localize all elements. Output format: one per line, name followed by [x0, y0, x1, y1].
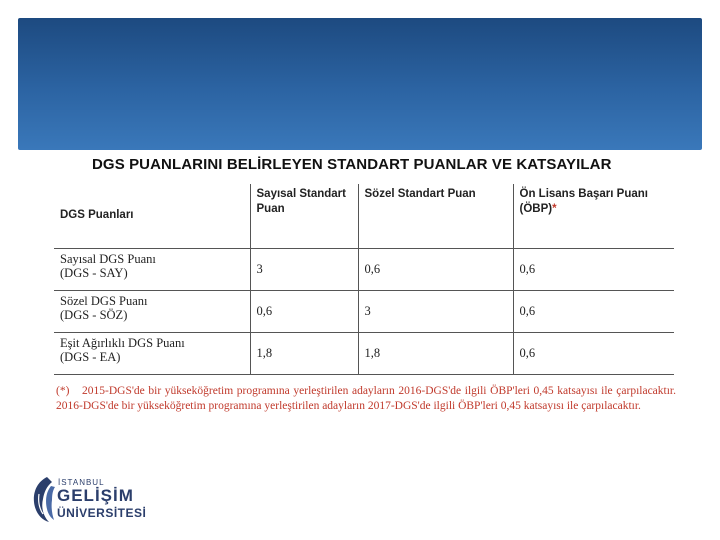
- cell-sayisal: 0,6: [250, 290, 358, 332]
- row-code: (DGS - SÖZ): [60, 307, 128, 322]
- header-obp: [513, 184, 674, 248]
- header-obp-label: Ön Lisans Başarı Puanı (ÖBP): [519, 188, 648, 215]
- cell-obp: 0,6: [513, 332, 674, 374]
- logo-line-3: ÜNİVERSİTESİ: [57, 506, 147, 520]
- coefficients-table: [54, 184, 674, 375]
- table-row: [54, 332, 674, 374]
- logo-line-2: GELİŞİM: [57, 486, 134, 505]
- row-name: Eşit Ağırlıklı DGS Puanı: [60, 335, 185, 350]
- university-logo: [30, 474, 160, 524]
- row-code: (DGS - SAY): [60, 265, 128, 280]
- row-label: [54, 290, 250, 332]
- cell-sozel: 3: [358, 290, 513, 332]
- cell-sozel: 0,6: [358, 248, 513, 290]
- header-sozel-standart-puan: Sözel Standart Puan: [358, 184, 513, 248]
- document-title: DGS PUANLARINI BELİRLEYEN STANDART PUANLAR VE KATSAYILAR: [92, 156, 612, 173]
- table-row: [54, 290, 674, 332]
- row-name: Sözel DGS Puanı: [60, 293, 148, 308]
- footnote-marker: (*): [56, 385, 70, 397]
- header-dgs-puanlari: DGS Puanları: [54, 184, 250, 248]
- row-name: Sayısal DGS Puanı: [60, 251, 156, 266]
- logo-line-1: İSTANBUL: [58, 478, 105, 487]
- row-label: [54, 248, 250, 290]
- cell-sayisal: 1,8: [250, 332, 358, 374]
- footnote: [56, 384, 676, 414]
- logo-emblem-icon: [30, 474, 56, 524]
- footnote-text: 2015-DGS'de bir yükseköğretim programına yerleştirilen adayların 2016-DGS'de ilgili ÖBP'leri 0,45 katsayısı ile çarpılacaktır. 2016-DGS'de bir yükseköğretim programına yerleştirilen adayların 2017-DGS'de ilgili ÖBP'leri 0,45 katsayısı ile çarpılacaktır.: [56, 385, 676, 412]
- table-header-row: [54, 184, 674, 248]
- header-banner: [18, 18, 702, 150]
- table-row: [54, 248, 674, 290]
- cell-obp: 0,6: [513, 290, 674, 332]
- cell-obp: 0,6: [513, 248, 674, 290]
- cell-sozel: 1,8: [358, 332, 513, 374]
- header-obp-star: *: [552, 203, 557, 215]
- row-code: (DGS - EA): [60, 349, 121, 364]
- cell-sayisal: 3: [250, 248, 358, 290]
- row-label: [54, 332, 250, 374]
- header-sayisal-standart-puan: Sayısal Standart Puan: [250, 184, 358, 248]
